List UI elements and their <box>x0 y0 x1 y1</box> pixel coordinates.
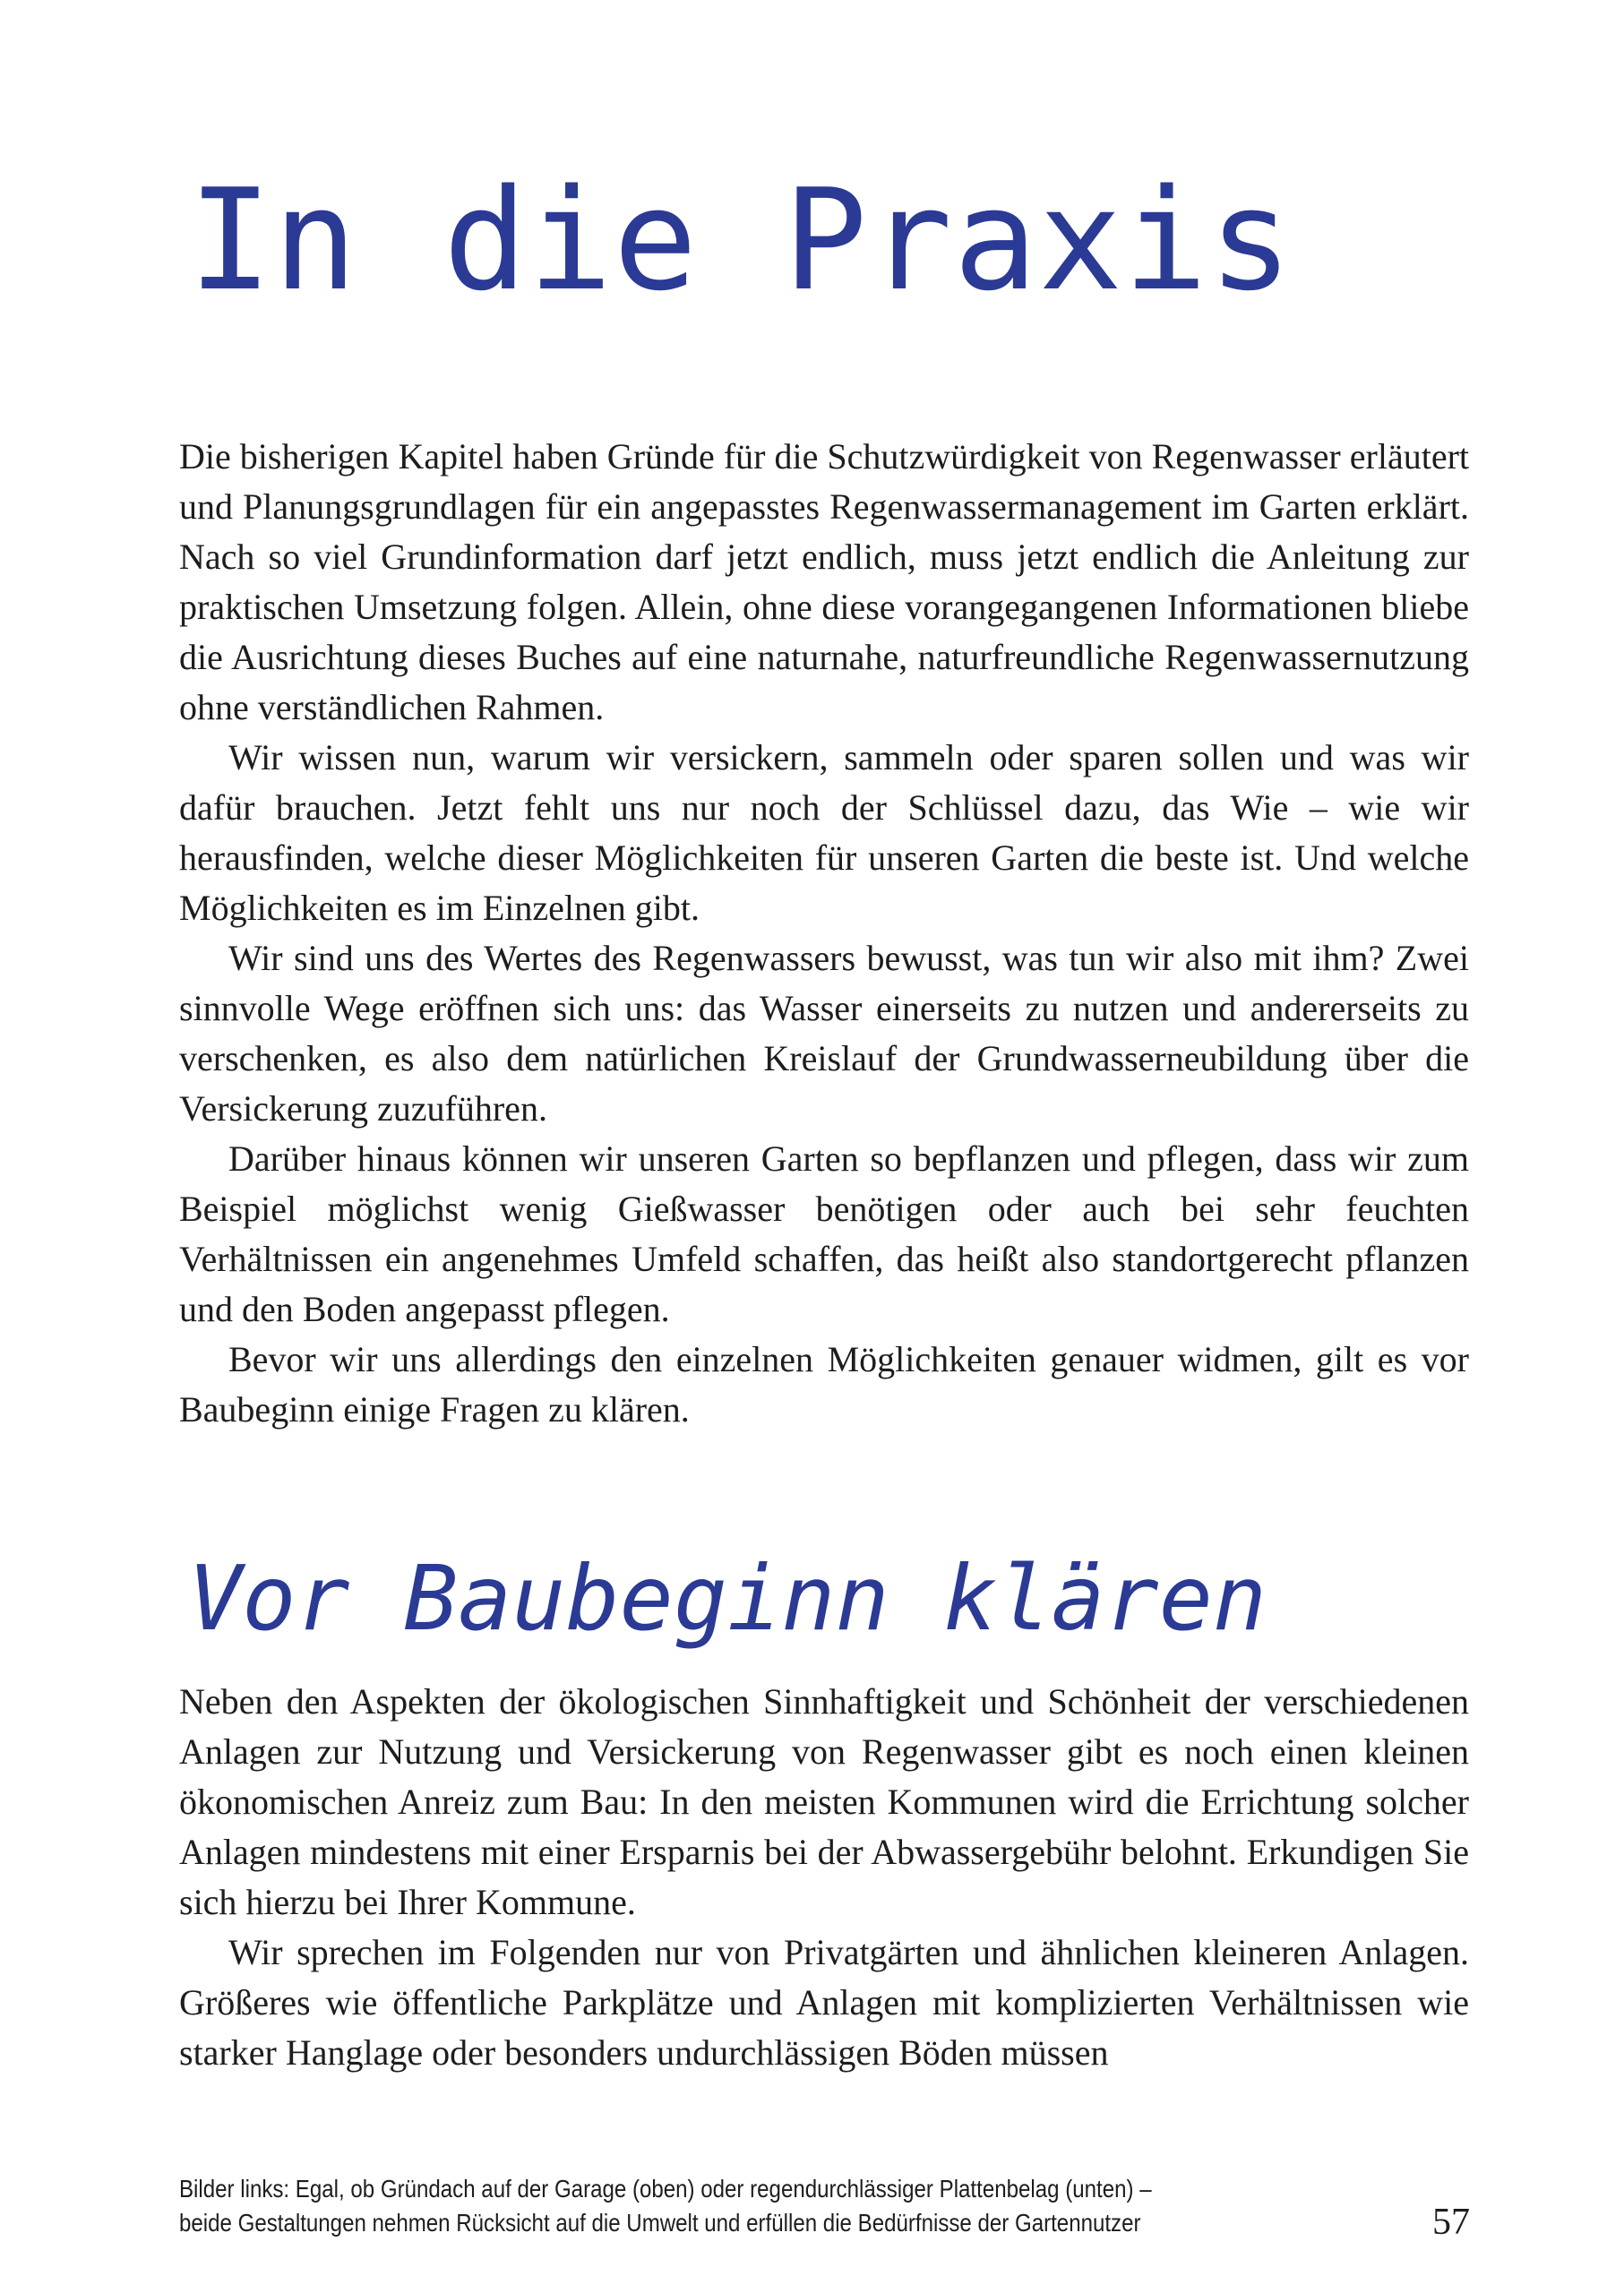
section-paragraph-2: Wir sprechen im Folgenden nur von Privatgärten und ähnlichen kleineren Anlagen. Größeres wie öffentliche Parkplätze und Anlagen mit komplizierten Verhältnissen wie starker Hanglage oder besonders undurchlässigen Böden müssen <box>179 1932 1469 2073</box>
intro-paragraph-1: Die bisherigen Kapitel haben Gründe für die Schutzwürdigkeit von Regenwasser erläutert und Planungsgrundlagen für ein angepasstes Regenwassermanagement im Garten erklärt. Nach so viel Grundinformation darf jetzt endlich, muss jetzt endlich die Anleitung zur praktischen Umsetzung folgen. Allein, ohne diese vorangegangenen Informationen bliebe die Ausrichtung dieses Buches auf eine naturnahe, naturfreundliche Regenwassernutzung ohne verständlichen Rahmen. <box>179 436 1469 727</box>
section-heading: Vor Baubeginn klären <box>188 1546 1267 1651</box>
intro-paragraph-4: Darüber hinaus können wir unseren Garten so bepflanzen und pflegen, dass wir zum Beispiel möglichst wenig Gießwasser benötigen oder auch bei sehr feuchten Verhältnissen ein angenehmes Umfeld schaffen, das heißt also standortgerecht pflanzen und den Boden angepasst pflegen. <box>179 1138 1469 1329</box>
caption-line-2: beide Gestaltungen nehmen Rücksicht auf die Umwelt und erfüllen die Bedürfnisse der Gartennutzer <box>179 2209 1141 2237</box>
section-text <box>179 1677 1469 2078</box>
intro-paragraph-2: Wir wissen nun, warum wir versickern, sammeln oder sparen sollen und was wir dafür brauchen. Jetzt fehlt uns nur noch der Schlüssel dazu, das Wie – wie wir herausfinden, welche dieser Möglichkeiten für unseren Garten die beste ist. Und welche Möglichkeiten es im Einzelnen gibt. <box>179 737 1469 928</box>
intro-text <box>179 432 1469 1435</box>
intro-paragraph-3: Wir sind uns des Wertes des Regenwassers bewusst, was tun wir also mit ihm? Zwei sinnvolle Wege eröffnen sich uns: das Wasser einerseits zu nutzen und andererseits zu verschenken, es also dem natürlichen Kreislauf der Grundwasserneubildung über die Versickerung zuzuführen. <box>179 938 1469 1129</box>
image-caption <box>179 2172 1258 2240</box>
section-paragraph-1: Neben den Aspekten der ökologischen Sinnhaftigkeit und Schönheit der verschiedenen Anlagen zur Nutzung und Versickerung von Regenwasser gibt es noch einen kleinen ökonomischen Anreiz zum Bau: In den meisten Kommunen wird die Errichtung solcher Anlagen mindestens mit einer Ersparnis bei der Abwassergebühr belohnt. Erkundigen Sie sich hierzu bei Ihrer Kommune. <box>179 1681 1469 1922</box>
page-number: 57 <box>1432 2202 1470 2243</box>
intro-paragraph-5: Bevor wir uns allerdings den einzelnen Möglichkeiten genauer widmen, gilt es vor Baubeginn einige Fragen zu klären. <box>179 1339 1469 1430</box>
caption-line-1: Bilder links: Egal, ob Gründach auf der Garage (oben) oder regendurchlässiger Plattenbelag (unten) – <box>179 2175 1152 2203</box>
chapter-title: In die Praxis <box>188 159 1293 322</box>
